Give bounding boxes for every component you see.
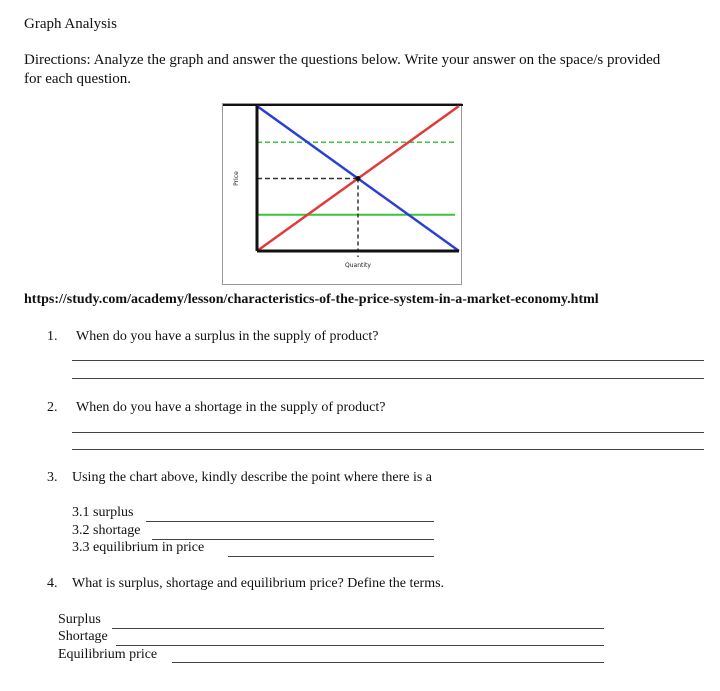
- question-3-text: Using the chart above, kindly describe the point where there is a: [72, 470, 432, 485]
- y-axis-label: Price: [233, 171, 240, 186]
- q3-item-label: 3.1 surplus: [72, 505, 134, 520]
- answer-line[interactable]: [146, 521, 434, 522]
- question-3-number: 3.: [47, 470, 58, 485]
- q3-item-label: 3.3 equilibrium in price: [72, 540, 205, 555]
- question-4-text: What is surplus, shortage and equilibrium price? Define the terms.: [72, 576, 445, 591]
- q4-term-label: Equilibrium price: [58, 647, 158, 662]
- x-axis-label: Quantity: [345, 262, 371, 269]
- directions-line-2: for each question.: [24, 71, 132, 87]
- q4-term-label: Shortage: [58, 629, 108, 644]
- question-4-number: 4.: [47, 576, 58, 591]
- q4-term-label: Surplus: [58, 612, 101, 627]
- q3-item-label: 3.2 shortage: [72, 523, 141, 538]
- answer-line[interactable]: [116, 645, 604, 646]
- answer-line[interactable]: [72, 432, 704, 433]
- question-1-number: 1.: [47, 329, 58, 344]
- page-title: Graph Analysis: [24, 16, 117, 32]
- answer-line[interactable]: [172, 662, 604, 663]
- answer-line[interactable]: [72, 449, 704, 450]
- question-1-text: When do you have a surplus in the supply of product?: [76, 329, 379, 344]
- answer-line[interactable]: [72, 360, 704, 361]
- answer-line[interactable]: [228, 556, 434, 557]
- answer-line[interactable]: [72, 378, 704, 379]
- question-2-text: When do you have a shortage in the supply of product?: [76, 400, 386, 415]
- directions-line-1: Directions: Analyze the graph and answer the questions below. Write your answer on the space/s provided: [24, 52, 661, 68]
- source-url[interactable]: https://study.com/academy/lesson/characteristics-of-the-price-system-in-a-market-economy.html: [24, 292, 599, 307]
- question-2-number: 2.: [47, 400, 58, 415]
- answer-line[interactable]: [112, 628, 604, 629]
- supply-demand-chart: [222, 103, 462, 285]
- equilibrium-point: [356, 176, 361, 181]
- chart-canvas: [223, 104, 463, 286]
